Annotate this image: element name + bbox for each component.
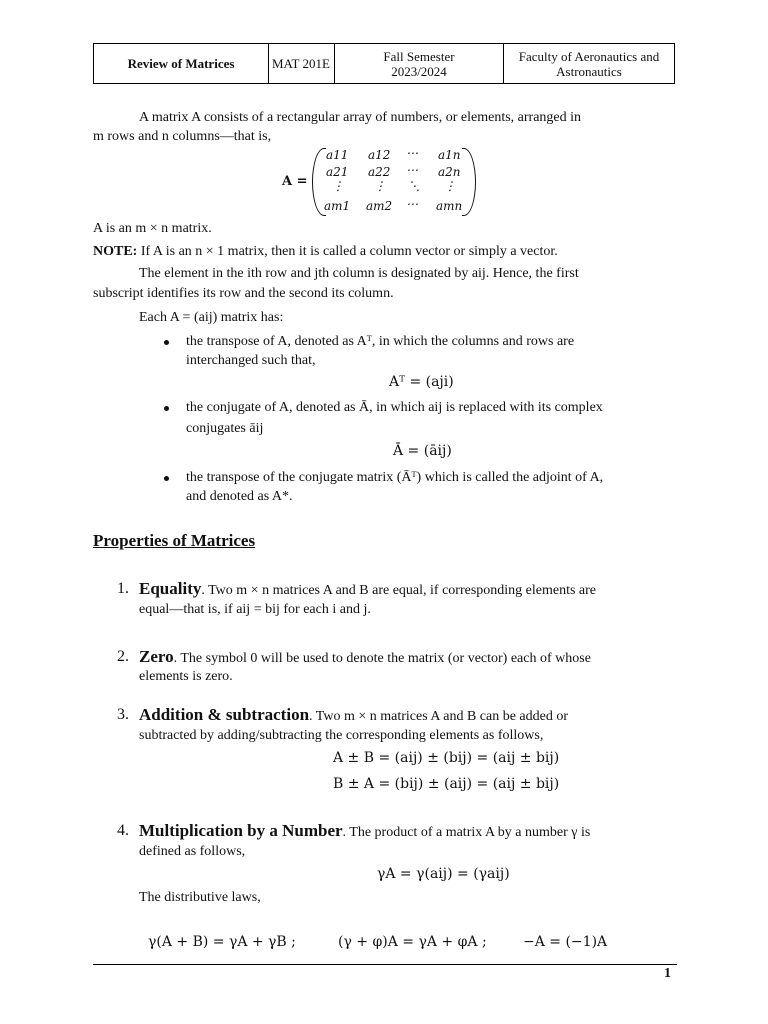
matrix-cell: ⋮ xyxy=(374,179,386,193)
property-2-title: Zero xyxy=(139,647,174,666)
matrix-cell: ⋮ xyxy=(332,179,344,193)
property-2-line-2: elements is zero. xyxy=(139,669,233,684)
semester-line-1: Fall Semester xyxy=(383,48,455,64)
section-heading: Properties of Matrices xyxy=(93,531,256,550)
bullet-3-line-1: the transpose of the conjugate matrix (Āᵀ) which is called the adjoint of A, xyxy=(186,470,604,485)
matrix-cell: ⋮ xyxy=(444,179,456,193)
transpose-equation: Aᵀ = (aji) xyxy=(389,374,454,390)
matrix-cell: ⋯ xyxy=(406,197,418,211)
property-1-number: 1. xyxy=(117,580,129,597)
property-1-line-1 xyxy=(139,580,596,600)
property-2-line-1 xyxy=(139,648,591,668)
matrix-cell: a1n xyxy=(438,148,461,162)
matrix-cell: ⋯ xyxy=(406,146,418,160)
matrix-size-line: A is an m × n matrix. xyxy=(93,221,212,236)
right-paren xyxy=(462,148,476,216)
property-4-text: . The product of a matrix A by a number γ is xyxy=(342,825,591,840)
each-line: Each A = (aij) matrix has: xyxy=(139,310,284,325)
matrix-cell: a22 xyxy=(368,165,391,179)
semester-line-2: 2023/2024 xyxy=(391,63,447,79)
property-1-text: . Two m × n matrices A and B are equal, if corresponding elements are xyxy=(201,583,597,598)
matrix-cell: a21 xyxy=(326,165,349,179)
property-3-title: Addition & subtraction xyxy=(139,705,310,724)
note-text: If A is an n × 1 matrix, then it is called a column vector or simply a vector. xyxy=(140,244,558,259)
subtraction-equation: B ± A = (bij) ± (aij) = (aij ± bij) xyxy=(333,776,560,792)
matrix-cell: am1 xyxy=(324,199,351,213)
page-number: 1 xyxy=(664,966,671,981)
distributive-label: The distributive laws, xyxy=(139,890,261,905)
distributive-law-3: −A = (−1)A xyxy=(523,934,608,950)
scalar-multiplication-equation: γA = γ(aij) = (γaij) xyxy=(377,866,510,882)
matrix-cell: amn xyxy=(436,199,463,213)
bullet-marker xyxy=(164,476,169,481)
bullet-marker xyxy=(164,340,169,345)
note-line xyxy=(93,243,558,261)
property-3-number: 3. xyxy=(117,706,129,723)
intro-line-2: m rows and n columns—that is, xyxy=(93,129,272,144)
distributive-law-1: γ(A + B) = γA + γB ; xyxy=(148,934,296,950)
property-3-line-2: subtracted by adding/subtracting the corresponding elements as follows, xyxy=(139,728,544,743)
bullet-1-line-1: the transpose of A, denoted as Aᵀ, in which the columns and rows are xyxy=(186,334,575,349)
element-line-2: subscript identifies its row and the second its column. xyxy=(93,286,394,301)
note-label: NOTE: xyxy=(93,244,138,259)
bullet-3-line-2: and denoted as A*. xyxy=(186,489,293,504)
intro-line-1: A matrix A consists of a rectangular array of numbers, or elements, arranged in xyxy=(139,110,582,125)
property-1-title: Equality xyxy=(139,579,202,598)
property-1-line-2: equal—that is, if aij = bij for each i and j. xyxy=(139,602,371,617)
matrix-lhs: A = xyxy=(282,174,308,189)
header-table xyxy=(93,43,675,84)
matrix-cell: a12 xyxy=(368,148,391,162)
property-3-line-1 xyxy=(139,706,568,726)
element-line-1: The element in the ith row and jth column is designated by aij. Hence, the first xyxy=(139,266,579,281)
header-title: Review of Matrices xyxy=(94,44,269,83)
property-2-number: 2. xyxy=(117,648,129,665)
addition-equation: A ± B = (aij) ± (bij) = (aij ± bij) xyxy=(333,750,560,766)
header-semester xyxy=(335,44,504,83)
bullet-1-line-2: interchanged such that, xyxy=(186,353,316,368)
conjugate-equation: Ā = (āij) xyxy=(393,443,452,459)
bullet-marker xyxy=(164,406,169,411)
property-4-title: Multiplication by a Number xyxy=(139,821,343,840)
matrix-cell: ⋱ xyxy=(408,179,420,193)
header-faculty xyxy=(504,44,674,83)
property-2-text: . The symbol 0 will be used to denote the matrix (or vector) each of whose xyxy=(173,651,591,666)
faculty-line-1: Faculty of Aeronautics and xyxy=(518,48,660,64)
property-3-text: . Two m × n matrices A and B can be added or xyxy=(309,709,569,724)
bullet-2-line-1: the conjugate of A, denoted as Ā, in which aij is replaced with its complex xyxy=(186,400,603,415)
matrix-cell: a2n xyxy=(438,165,461,179)
property-4-line-2: defined as follows, xyxy=(139,844,246,859)
property-4-line-1 xyxy=(139,822,590,842)
faculty-line-2: Astronautics xyxy=(556,63,622,79)
distributive-law-2: (γ + φ)A = γA + φA ; xyxy=(338,934,487,950)
matrix-definition xyxy=(282,148,478,216)
matrix-cell: ⋯ xyxy=(406,163,418,177)
matrix-cell: am2 xyxy=(366,199,393,213)
header-course: MAT 201E xyxy=(269,44,335,83)
property-4-number: 4. xyxy=(117,822,129,839)
matrix-cell: a11 xyxy=(326,148,349,162)
footer-divider xyxy=(93,964,677,965)
bullet-2-line-2: conjugates āij xyxy=(186,421,264,436)
